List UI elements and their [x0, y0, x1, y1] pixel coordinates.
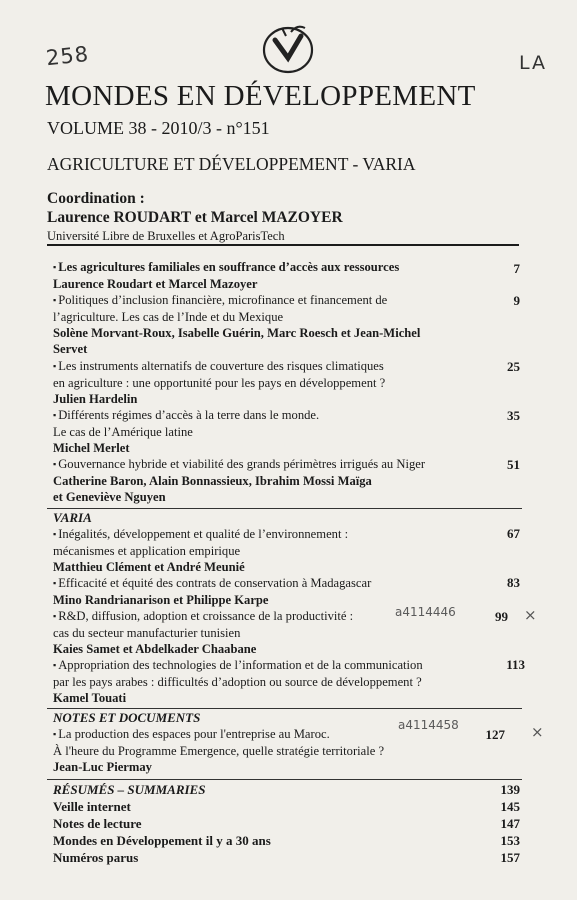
section-heading-notes: NOTES ET DOCUMENTS	[53, 710, 201, 725]
entry-title: ▪ Appropriation des technologies de l’information et de la communication	[53, 657, 513, 674]
toc-entry	[53, 456, 513, 505]
entry-page: 127	[485, 727, 505, 742]
entry-title: ▪ La production des espaces pour l'entreprise au Maroc.	[53, 726, 513, 743]
header-divider	[47, 244, 519, 246]
entry-page: 113	[506, 657, 525, 672]
section-heading-varia: VARIA	[53, 510, 92, 525]
entry-authors: Matthieu Clément et André Meunié	[53, 560, 245, 574]
handwritten-annotation: a4114446	[395, 605, 456, 619]
entry-page: 25	[507, 359, 520, 374]
entry-title: ▪ Politiques d’inclusion financière, microfinance et financement de	[53, 292, 513, 309]
toc-back-item: Veille internet	[53, 799, 131, 814]
toc-back-item: Notes de lecture	[53, 816, 142, 831]
entry-title: À l'heure du Programme Emergence, quelle stratégie territoriale ?	[53, 744, 385, 758]
entry-title: ▪ Gouvernance hybride et viabilité des grands périmètres irrigués au Niger	[53, 456, 513, 473]
entry-authors: Catherine Baron, Alain Bonnassieux, Ibrahim Mossi Maïga	[53, 474, 372, 488]
cross-mark-icon: ×	[531, 723, 544, 741]
coordination-names: Laurence ROUDART et Marcel MAZOYER	[47, 209, 343, 226]
entry-title: ▪ Inégalités, développement et qualité de l’environnement :	[53, 526, 513, 543]
entry-authors: Solène Morvant-Roux, Isabelle Guérin, Marc Roesch et Jean-Michel	[53, 326, 421, 340]
entry-title: en agriculture : une opportunité pour les pays en développement ?	[53, 376, 386, 390]
entry-title: mécanismes et application empirique	[53, 544, 241, 558]
toc-entry	[53, 259, 513, 292]
entry-title: Le cas de l’Amérique latine	[53, 425, 193, 439]
coordination-label: Coordination :	[47, 190, 145, 207]
toc-entry	[53, 358, 513, 407]
entry-page: 51	[507, 457, 520, 472]
toc-entry	[53, 575, 513, 608]
entry-authors: Kaies Samet et Abdelkader Chaabane	[53, 642, 257, 656]
entry-page: 35	[507, 408, 520, 423]
entry-page: 145	[500, 799, 520, 814]
entry-title: ▪ Les agricultures familiales en souffrance d’accès aux ressources	[53, 259, 513, 276]
entry-page: 157	[500, 850, 520, 865]
entry-title: ▪ Différents régimes d’accès à la terre dans le monde.	[53, 407, 513, 424]
section-divider	[47, 708, 522, 709]
entry-page: 153	[500, 833, 520, 848]
entry-title: ▪ Efficacité et équité des contrats de conservation à Madagascar	[53, 575, 513, 592]
handwritten-note: 258	[44, 41, 91, 71]
toc-back-item: Numéros parus	[53, 850, 139, 865]
entry-page: 67	[507, 526, 520, 541]
entry-title: ▪ Les instruments alternatifs de couverture des risques climatiques	[53, 358, 513, 375]
entry-authors: Kamel Touati	[53, 691, 127, 705]
entry-title: l’agriculture. Les cas de l’Inde et du Mexique	[53, 310, 284, 324]
entry-authors: Servet	[53, 342, 88, 356]
entry-authors: Jean-Luc Piermay	[53, 760, 152, 774]
entry-authors: Julien Hardelin	[53, 392, 138, 406]
entry-title: par les pays arabes : difficultés d’adoption ou source de développement ?	[53, 675, 422, 689]
toc-entry	[53, 526, 513, 575]
handwritten-annotation: a4114458	[398, 718, 459, 732]
journal-logo-icon	[255, 22, 321, 74]
entry-title: ▪ R&D, diffusion, adoption et croissance de la productivité :	[53, 608, 513, 625]
entry-page: 99	[495, 609, 508, 624]
toc-back-item: Mondes en Développement il y a 30 ans	[53, 833, 271, 848]
entry-authors: Mino Randrianarison et Philippe Karpe	[53, 593, 269, 607]
toc-entry	[53, 726, 513, 775]
entry-title: cas du secteur manufacturier tunisien	[53, 626, 241, 640]
entry-page: 7	[513, 261, 520, 276]
entry-page: 147	[500, 816, 520, 831]
entry-authors: et Geneviève Nguyen	[53, 490, 166, 504]
entry-page: 83	[507, 575, 520, 590]
volume-info: VOLUME 38 - 2010/3 - n°151	[47, 118, 270, 138]
journal-title: MONDES EN DÉVELOPPEMENT	[45, 80, 476, 112]
section-heading-summaries: RÉSUMÉS – SUMMARIES	[53, 782, 206, 797]
toc-entry	[53, 407, 513, 456]
entry-page: 9	[513, 293, 520, 308]
section-divider	[47, 508, 522, 509]
issue-theme: AGRICULTURE ET DÉVELOPPEMENT - VARIA	[47, 154, 416, 174]
handwritten-note: LA	[519, 52, 548, 74]
entry-authors: Michel Merlet	[53, 441, 130, 455]
toc-entry	[53, 292, 513, 357]
entry-page: 139	[500, 782, 520, 797]
section-divider	[47, 779, 522, 780]
cross-mark-icon: ×	[524, 606, 537, 624]
entry-authors: Laurence Roudart et Marcel Mazoyer	[53, 277, 258, 291]
coordination-affiliation: Université Libre de Bruxelles et AgroParisTech	[47, 229, 285, 243]
toc-entry	[53, 657, 513, 706]
